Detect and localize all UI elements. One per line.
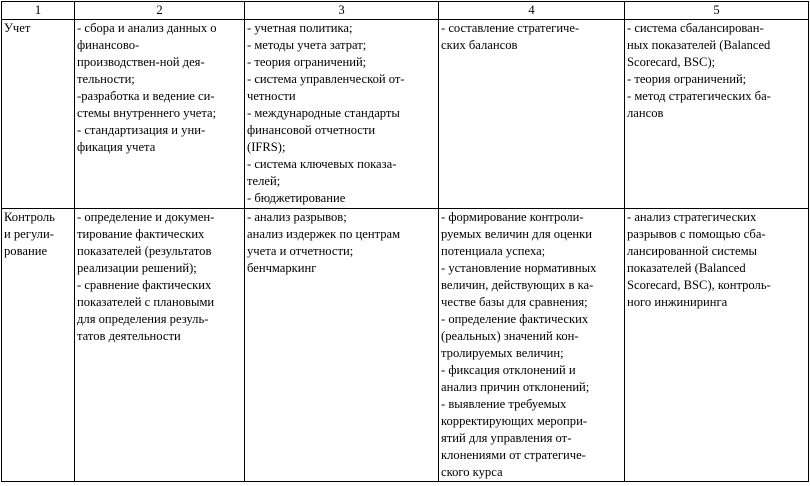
text-line: разрывов с помощью сба-	[627, 227, 766, 241]
text-line: для определения резуль-	[77, 312, 209, 326]
text-line: - определение фактических	[441, 312, 589, 326]
text-line: анализ издержек по центрам	[247, 227, 401, 241]
text-line: ного инжиниринга	[627, 295, 728, 309]
text-line: Scorecard, BSC);	[627, 55, 716, 69]
text-line: анализ причин отклонений;	[441, 380, 590, 394]
text-line: бенчмаркинг	[247, 261, 317, 275]
row-label-cell	[2, 20, 75, 209]
text-line: корректирующих меропри-	[441, 414, 587, 428]
header-cell-5: 5	[625, 2, 809, 20]
text-line: -разработка и ведение си-	[77, 89, 215, 103]
text-line: тирование фактических	[77, 227, 205, 241]
text-line: величин, действующих в ка-	[441, 278, 594, 292]
text-line: - бюджетирование	[247, 191, 346, 205]
text-line: - стандартизация и уни-	[77, 123, 206, 137]
text-line: - система ключевых показа-	[247, 157, 397, 171]
header-cell-1: 1	[2, 2, 75, 20]
text-line: руемых величин для оценки	[441, 227, 593, 241]
table-cell	[245, 209, 439, 482]
text-line: производствен-ной дея-	[77, 55, 205, 69]
table-cell	[625, 20, 809, 209]
text-line: - теория ограничений;	[247, 55, 367, 69]
text-line: - фиксация отклонений и	[441, 363, 576, 377]
text-line: - сбора и анализ данных о	[77, 21, 217, 35]
text-line: показателей (результатов	[77, 244, 212, 258]
text-line: - выявление требуемых	[441, 397, 567, 411]
text-line: татов деятельности	[77, 329, 181, 343]
text-line: - система сбалансирован-	[627, 21, 764, 35]
text-line: (реальных) значений кон-	[441, 329, 579, 343]
header-row	[2, 2, 809, 20]
table-cell	[625, 209, 809, 482]
text-line: фикация учета	[77, 140, 156, 154]
text-line: - теория ограничений;	[627, 72, 747, 86]
table-row	[2, 20, 809, 209]
text-line: ских балансов	[441, 38, 518, 52]
text-line: учета и отчетности;	[247, 244, 354, 258]
text-line: честве базы для сравнения;	[441, 295, 588, 309]
text-line: - анализ разрывов;	[247, 210, 347, 224]
text-line: Учет	[4, 21, 31, 35]
text-line: - анализ стратегических	[627, 210, 757, 224]
text-line: - методы учета затрат;	[247, 38, 367, 52]
text-line: - система управленческой от-	[247, 72, 405, 86]
text-line: ятий для управления от-	[441, 431, 572, 445]
table-cell	[245, 20, 439, 209]
text-line: ных показателей (Balanced	[627, 38, 771, 52]
text-line: тролируемых величин;	[441, 346, 564, 360]
table-cell	[439, 209, 625, 482]
text-line: рование	[4, 244, 48, 258]
table-cell	[75, 20, 245, 209]
table-cell	[439, 20, 625, 209]
text-line: лансов	[627, 106, 664, 120]
header-cell-3: 3	[245, 2, 439, 20]
text-line: финансово-	[77, 38, 140, 52]
text-line: - формирование контроли-	[441, 210, 584, 224]
text-line: ского курса	[441, 465, 503, 479]
text-line: телей;	[247, 174, 281, 188]
text-line: показателей (Balanced	[627, 261, 746, 275]
text-line: стемы внутреннего учета;	[77, 106, 217, 120]
row-label-cell	[2, 209, 75, 482]
text-line: четности	[247, 89, 296, 103]
text-line: показателей с плановыми	[77, 295, 215, 309]
table-row	[2, 209, 809, 482]
text-line: - метод стратегических ба-	[627, 89, 771, 103]
text-line: - установление нормативных	[441, 261, 597, 275]
text-line: (IFRS);	[247, 140, 286, 154]
text-line: - сравнение фактических	[77, 278, 212, 292]
text-line: - составление стратегиче-	[441, 21, 580, 35]
text-line: реализации решений);	[77, 261, 197, 275]
header-cell-4: 4	[439, 2, 625, 20]
text-line: Scorecard, BSC), контроль-	[627, 278, 771, 292]
text-line: потенциала успеха;	[441, 244, 546, 258]
text-line: и регули-	[4, 227, 54, 241]
header-cell-2: 2	[75, 2, 245, 20]
text-line: финансовой отчетности	[247, 123, 376, 137]
document-table	[1, 1, 809, 482]
table-cell	[75, 209, 245, 482]
text-line: лансированной системы	[627, 244, 758, 258]
text-line: - определение и докумен-	[77, 210, 215, 224]
text-line: клонениями от стратегиче-	[441, 448, 586, 462]
text-line: - учетная политика;	[247, 21, 353, 35]
text-line: тельности;	[77, 72, 135, 86]
text-line: - международные стандарты	[247, 106, 400, 120]
text-line: Контроль	[4, 210, 55, 224]
